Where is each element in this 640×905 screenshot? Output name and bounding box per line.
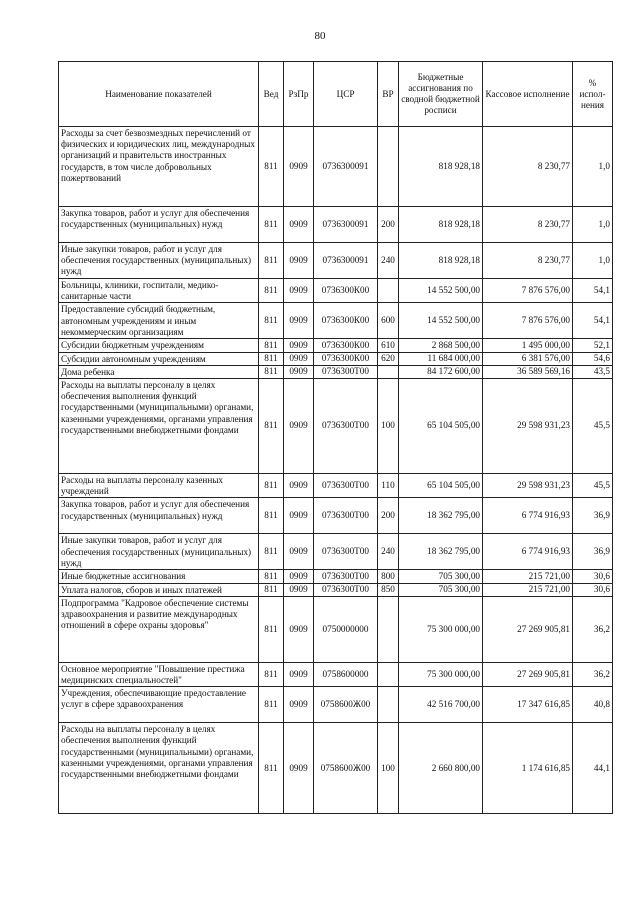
table-row [59, 723, 613, 814]
cell-ved: 811 [259, 365, 284, 378]
cell-pct: 36,9 [573, 498, 613, 534]
table-row [59, 534, 613, 570]
cell-budget: 18 362 795,00 [399, 498, 483, 534]
cell-vr: 240 [378, 243, 399, 279]
cell-pct: 40,8 [573, 687, 613, 723]
table-row [59, 365, 613, 378]
cell-budget: 84 172 600,00 [399, 365, 483, 378]
cell-name: Иные бюджетные ассигнования [59, 570, 259, 583]
cell-name: Дома ребенка [59, 365, 259, 378]
cell-ved: 811 [259, 379, 284, 474]
budget-execution-table [58, 61, 613, 814]
cell-csr: 0758600Ж00 [314, 723, 378, 814]
cell-budget: 75 300 000,00 [399, 662, 483, 686]
cell-rzpr: 0909 [284, 365, 314, 378]
table-row [59, 662, 613, 686]
cell-cash: 17 347 616,85 [483, 687, 573, 723]
cell-name: Закупка товаров, работ и услуг для обеспечения государственных (муниципальных) нужд [59, 498, 259, 534]
cell-pct: 44,1 [573, 723, 613, 814]
cell-name: Расходы за счет безвозмездных перечислений от физических и юридических лиц, международных организаций и правительств иностранных государств, в том числе добровольных пожертвований [59, 127, 259, 207]
header-ved: Вед [259, 62, 284, 127]
header-pct: % испол-нения [573, 62, 613, 127]
cell-vr [378, 662, 399, 686]
cell-pct: 36,2 [573, 596, 613, 662]
cell-name: Иные закупки товаров, работ и услуг для обеспечения государственных (муниципальных) нужд [59, 243, 259, 279]
cell-pct: 36,9 [573, 534, 613, 570]
cell-ved: 811 [259, 687, 284, 723]
cell-rzpr: 0909 [284, 339, 314, 352]
cell-cash: 29 598 931,23 [483, 379, 573, 474]
cell-name: Закупка товаров, работ и услуг для обеспечения государственных (муниципальных) нужд [59, 207, 259, 243]
cell-csr: 0736300091 [314, 243, 378, 279]
cell-name: Больницы, клиники, госпитали, медико-санитарные части [59, 279, 259, 303]
cell-cash: 6 774 916,93 [483, 498, 573, 534]
table-row [59, 583, 613, 596]
table-row [59, 498, 613, 534]
cell-budget: 14 552 500,00 [399, 279, 483, 303]
cell-ved: 811 [259, 243, 284, 279]
cell-vr [378, 127, 399, 207]
cell-rzpr: 0909 [284, 723, 314, 814]
cell-rzpr: 0909 [284, 687, 314, 723]
cell-pct: 54,6 [573, 352, 613, 365]
cell-rzpr: 0909 [284, 570, 314, 583]
cell-cash: 6 381 576,00 [483, 352, 573, 365]
cell-name: Подпрограмма "Кадровое обеспечение системы здравоохранения и развитие международных отношений в сфере охраны здоровья" [59, 596, 259, 662]
cell-ved: 811 [259, 534, 284, 570]
cell-pct: 52,1 [573, 339, 613, 352]
cell-budget: 65 104 505,00 [399, 379, 483, 474]
cell-vr: 200 [378, 498, 399, 534]
cell-name: Субсидии автономным учреждениям [59, 352, 259, 365]
cell-cash: 27 269 905,81 [483, 596, 573, 662]
cell-cash: 215 721,00 [483, 570, 573, 583]
cell-rzpr: 0909 [284, 596, 314, 662]
cell-ved: 811 [259, 474, 284, 498]
header-vr: ВР [378, 62, 399, 127]
cell-vr: 100 [378, 723, 399, 814]
cell-budget: 11 684 000,00 [399, 352, 483, 365]
cell-vr: 850 [378, 583, 399, 596]
cell-csr: 0736300Т00 [314, 474, 378, 498]
cell-csr: 0750000000 [314, 596, 378, 662]
cell-vr: 200 [378, 207, 399, 243]
cell-vr: 800 [378, 570, 399, 583]
cell-rzpr: 0909 [284, 534, 314, 570]
cell-csr: 0758600000 [314, 662, 378, 686]
cell-rzpr: 0909 [284, 207, 314, 243]
cell-rzpr: 0909 [284, 279, 314, 303]
table-row [59, 379, 613, 474]
cell-vr: 600 [378, 303, 399, 339]
cell-budget: 75 300 000,00 [399, 596, 483, 662]
cell-name: Предоставление субсидий бюджетным, автономным учреждениям и иным некоммерческим организациям [59, 303, 259, 339]
cell-budget: 2 868 500,00 [399, 339, 483, 352]
cell-pct: 30,6 [573, 583, 613, 596]
cell-csr: 0736300К00 [314, 352, 378, 365]
cell-pct: 45,5 [573, 474, 613, 498]
cell-csr: 0736300Т00 [314, 534, 378, 570]
cell-rzpr: 0909 [284, 498, 314, 534]
cell-pct: 1,0 [573, 207, 613, 243]
cell-cash: 8 230,77 [483, 127, 573, 207]
table-header-row [59, 62, 613, 127]
cell-name: Расходы на выплаты персоналу в целях обеспечения выполнения функций государственными (муниципальными) органами, казенными учреждениями, органами управления государственными внебюджетными фондами [59, 379, 259, 474]
cell-rzpr: 0909 [284, 662, 314, 686]
cell-pct: 54,1 [573, 303, 613, 339]
cell-cash: 215 721,00 [483, 583, 573, 596]
table-row [59, 207, 613, 243]
cell-pct: 1,0 [573, 127, 613, 207]
table-row [59, 352, 613, 365]
cell-cash: 27 269 905,81 [483, 662, 573, 686]
table-row [59, 474, 613, 498]
cell-cash: 36 589 569,16 [483, 365, 573, 378]
cell-ved: 811 [259, 583, 284, 596]
cell-cash: 7 876 576,00 [483, 279, 573, 303]
table-row [59, 243, 613, 279]
cell-csr: 0736300Т00 [314, 583, 378, 596]
cell-name: Расходы на выплаты персоналу в целях обеспечения выполнения функций государственными (муниципальными) органами, казенными учреждениями, органами управления государственными внебюджетными фондами [59, 723, 259, 814]
header-csr: ЦСР [314, 62, 378, 127]
cell-name: Иные закупки товаров, работ и услуг для обеспечения государственных (муниципальных) нужд [59, 534, 259, 570]
cell-name: Учреждения, обеспечивающие предоставление услуг в сфере здравоохранения [59, 687, 259, 723]
cell-pct: 54,1 [573, 279, 613, 303]
table-row [59, 303, 613, 339]
header-name: Наименование показателей [59, 62, 259, 127]
cell-ved: 811 [259, 279, 284, 303]
cell-csr: 0736300Т00 [314, 365, 378, 378]
cell-cash: 8 230,77 [483, 207, 573, 243]
header-rzpr: РзПр [284, 62, 314, 127]
cell-csr: 0736300К00 [314, 279, 378, 303]
cell-rzpr: 0909 [284, 243, 314, 279]
cell-rzpr: 0909 [284, 474, 314, 498]
cell-csr: 0758600Ж00 [314, 687, 378, 723]
cell-vr: 620 [378, 352, 399, 365]
table-row [59, 596, 613, 662]
cell-name: Основное мероприятие "Повышение престижа медицинских специальностей" [59, 662, 259, 686]
cell-budget: 818 928,18 [399, 207, 483, 243]
cell-budget: 2 660 800,00 [399, 723, 483, 814]
cell-ved: 811 [259, 303, 284, 339]
cell-ved: 811 [259, 207, 284, 243]
table-row [59, 339, 613, 352]
cell-csr: 0736300Т00 [314, 498, 378, 534]
cell-ved: 811 [259, 352, 284, 365]
cell-vr [378, 279, 399, 303]
cell-name: Расходы на выплаты персоналу казенных учреждений [59, 474, 259, 498]
cell-cash: 6 774 916,93 [483, 534, 573, 570]
cell-rzpr: 0909 [284, 303, 314, 339]
header-cash: Кассовое исполнение [483, 62, 573, 127]
cell-pct: 36,2 [573, 662, 613, 686]
cell-rzpr: 0909 [284, 127, 314, 207]
cell-cash: 29 598 931,23 [483, 474, 573, 498]
cell-vr [378, 596, 399, 662]
cell-ved: 811 [259, 596, 284, 662]
cell-name: Субсидии бюджетным учреждениям [59, 339, 259, 352]
cell-csr: 0736300Т00 [314, 570, 378, 583]
cell-pct: 45,5 [573, 379, 613, 474]
cell-ved: 811 [259, 339, 284, 352]
cell-budget: 65 104 505,00 [399, 474, 483, 498]
cell-pct: 1,0 [573, 243, 613, 279]
cell-budget: 14 552 500,00 [399, 303, 483, 339]
cell-csr: 0736300091 [314, 127, 378, 207]
table-row [59, 570, 613, 583]
table-row [59, 279, 613, 303]
cell-pct: 30,6 [573, 570, 613, 583]
cell-budget: 818 928,18 [399, 243, 483, 279]
header-budget: Бюджетные ассигнования по сводной бюджетной росписи [399, 62, 483, 127]
table-row [59, 687, 613, 723]
cell-vr [378, 365, 399, 378]
cell-vr [378, 687, 399, 723]
cell-cash: 7 876 576,00 [483, 303, 573, 339]
cell-budget: 818 928,18 [399, 127, 483, 207]
cell-ved: 811 [259, 570, 284, 583]
cell-rzpr: 0909 [284, 583, 314, 596]
cell-csr: 0736300К00 [314, 339, 378, 352]
cell-csr: 0736300К00 [314, 303, 378, 339]
cell-name: Уплата налогов, сборов и иных платежей [59, 583, 259, 596]
cell-budget: 705 300,00 [399, 570, 483, 583]
cell-ved: 811 [259, 498, 284, 534]
cell-budget: 42 516 700,00 [399, 687, 483, 723]
cell-cash: 1 495 000,00 [483, 339, 573, 352]
page-number: 80 [314, 30, 326, 42]
cell-ved: 811 [259, 723, 284, 814]
cell-vr: 610 [378, 339, 399, 352]
cell-vr: 100 [378, 379, 399, 474]
cell-ved: 811 [259, 127, 284, 207]
cell-vr: 110 [378, 474, 399, 498]
cell-budget: 18 362 795,00 [399, 534, 483, 570]
table-row [59, 127, 613, 207]
cell-vr: 240 [378, 534, 399, 570]
cell-rzpr: 0909 [284, 352, 314, 365]
cell-rzpr: 0909 [284, 379, 314, 474]
cell-cash: 1 174 616,85 [483, 723, 573, 814]
cell-csr: 0736300091 [314, 207, 378, 243]
cell-budget: 705 300,00 [399, 583, 483, 596]
cell-ved: 811 [259, 662, 284, 686]
cell-pct: 43,5 [573, 365, 613, 378]
cell-csr: 0736300Т00 [314, 379, 378, 474]
cell-cash: 8 230,77 [483, 243, 573, 279]
